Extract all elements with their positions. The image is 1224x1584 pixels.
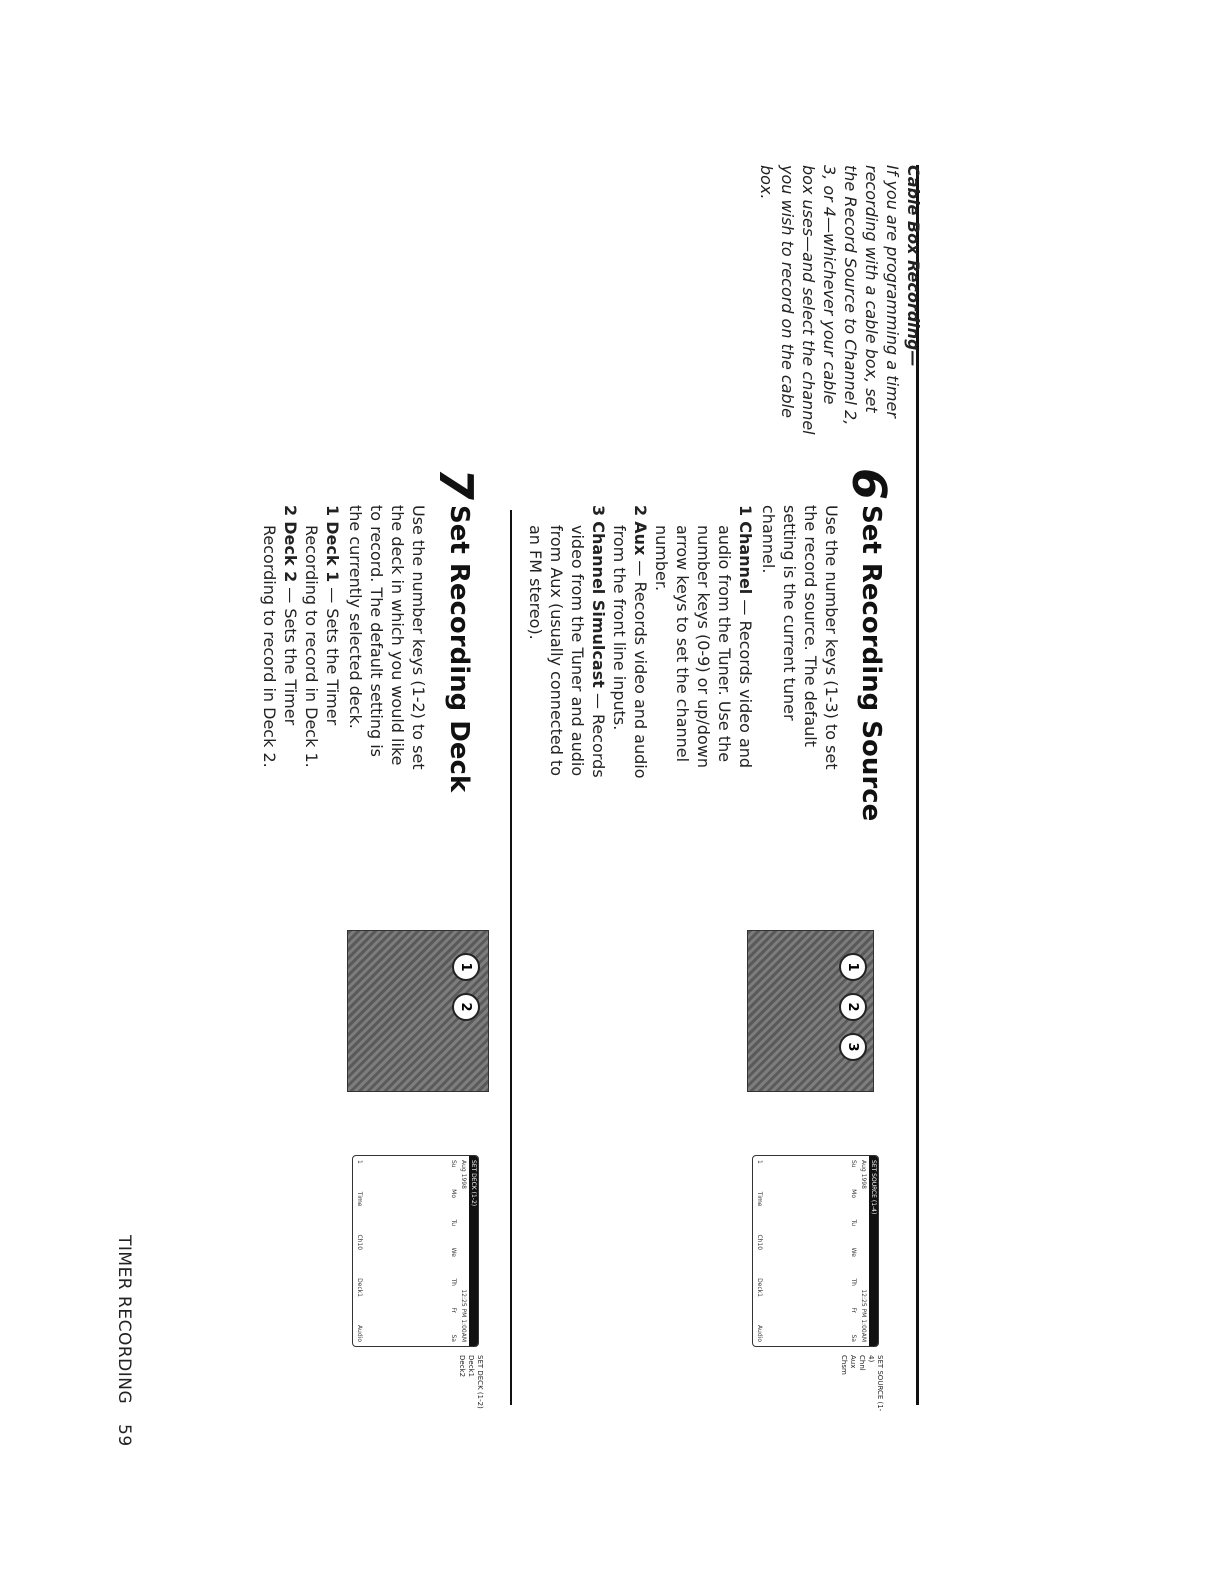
screen-status: Ch10 bbox=[756, 1234, 763, 1251]
step6-screen-time: 12:25 PM 1:00AM bbox=[860, 1289, 867, 1342]
footer-page-number: 59 bbox=[114, 1424, 134, 1447]
screen-day: Th bbox=[450, 1278, 457, 1286]
step7-remote-image bbox=[347, 930, 489, 1092]
screen-day: Fr bbox=[450, 1307, 457, 1313]
remote-key-2-icon: 2 bbox=[452, 993, 480, 1021]
step7-screen-time: 12:25 PM 1:00AM bbox=[460, 1289, 467, 1342]
screen-day: Th bbox=[850, 1278, 857, 1286]
menu-option: Chsm bbox=[840, 1355, 848, 1375]
screen-day: Fr bbox=[850, 1307, 857, 1313]
item-term: Deck 1 bbox=[323, 521, 342, 583]
step6-screen-image bbox=[752, 1155, 879, 1347]
sidebar-title: Cable Box Recording— bbox=[904, 165, 923, 367]
middle-rule bbox=[510, 510, 512, 1405]
step7-number: 7 bbox=[429, 468, 483, 501]
item-number: 1 bbox=[323, 505, 342, 517]
screen-status: Deck1 bbox=[756, 1278, 763, 1297]
list-item bbox=[651, 505, 756, 785]
step7-screen-bar: SET DECK (1-2) bbox=[469, 1156, 478, 1346]
screen-day: Sa bbox=[850, 1334, 857, 1342]
screen-status: Time bbox=[756, 1191, 763, 1207]
menu-option: SET DECK (1-2) bbox=[476, 1355, 484, 1409]
step7-intro: Use the number keys (1-2) to set the deck in which you would like to record. The default setting is the currently selected deck. bbox=[346, 505, 428, 770]
step7-screen-month: Aug 1998 bbox=[460, 1160, 467, 1189]
screen-day: Su bbox=[850, 1160, 857, 1168]
step7-title: Set Recording Deck bbox=[444, 505, 474, 793]
item-description: — Sets the Timer Recording to record in Deck 2. bbox=[260, 525, 300, 768]
item-term: Aux bbox=[631, 521, 650, 556]
item-term: Channel bbox=[736, 521, 755, 595]
screen-status: 1 bbox=[756, 1160, 763, 1164]
menu-option: SET SOURCE (1-4) bbox=[867, 1355, 884, 1412]
step6-screen-bar: SET SOURCE (1-4) bbox=[869, 1156, 878, 1346]
screen-day: Tu bbox=[450, 1219, 457, 1227]
step6-intro: Use the number keys (1-3) to set the record source. The default setting is the current tuner channel. bbox=[759, 505, 841, 770]
step6-remote-image bbox=[747, 930, 874, 1092]
menu-option: Deck2 bbox=[458, 1355, 466, 1378]
page-footer bbox=[114, 1235, 134, 1447]
step6-screen-month: Aug 1998 bbox=[860, 1160, 867, 1189]
screen-status: 1 bbox=[356, 1160, 363, 1164]
step7-list bbox=[259, 505, 343, 785]
item-number: 2 bbox=[631, 505, 650, 517]
step7-text bbox=[259, 505, 429, 785]
item-number: 2 bbox=[281, 505, 300, 517]
step7-screen-image bbox=[352, 1155, 479, 1347]
screen-status: Audio bbox=[356, 1324, 363, 1342]
menu-option: Chnl bbox=[858, 1355, 866, 1371]
list-item bbox=[609, 505, 651, 785]
step6-list bbox=[525, 505, 756, 785]
remote-key-1-icon: 1 bbox=[452, 953, 480, 981]
step6-screen-status bbox=[755, 1156, 764, 1346]
screen-day: We bbox=[450, 1247, 457, 1257]
sidebar-note bbox=[756, 165, 924, 435]
item-description: — Sets the Timer Recording to record in Deck 1. bbox=[302, 525, 342, 768]
item-term: Deck 2 bbox=[281, 521, 300, 583]
step7-screen-status bbox=[355, 1156, 364, 1346]
remote-key-3-icon: 3 bbox=[839, 1033, 867, 1061]
sidebar-body: If you are programming a timer recording with a cable box, set the Record Source to Channel 2, 3, or 4—whichever your cable box uses—and select the channel you wish to record on the cable box. bbox=[757, 165, 902, 435]
step6-title: Set Recording Source bbox=[856, 505, 886, 822]
step7-screen-menu bbox=[457, 1355, 484, 1415]
item-description: — Records video and audio from the front line inputs. bbox=[610, 525, 650, 779]
item-description: — Records video from the Tuner and audio from Aux (usually connected to an FM stereo). bbox=[526, 525, 608, 778]
list-item bbox=[525, 505, 609, 785]
item-number: 1 bbox=[736, 505, 755, 517]
screen-day: We bbox=[850, 1247, 857, 1257]
screen-status: Deck1 bbox=[356, 1278, 363, 1297]
item-term: Channel Simulcast bbox=[589, 521, 608, 688]
screen-status: Audio bbox=[756, 1324, 763, 1342]
step6-screen-days bbox=[849, 1156, 858, 1346]
remote-key-1-icon: 1 bbox=[839, 953, 867, 981]
footer-section: TIMER RECORDING bbox=[114, 1235, 134, 1405]
screen-day: Sa bbox=[450, 1334, 457, 1342]
list-item bbox=[259, 505, 301, 785]
item-number: 3 bbox=[589, 505, 608, 517]
screen-day: Tu bbox=[850, 1219, 857, 1227]
step6-screen-menu bbox=[839, 1355, 884, 1415]
screen-status: Time bbox=[356, 1191, 363, 1207]
screen-day: Mo bbox=[850, 1189, 857, 1199]
screen-status: Ch10 bbox=[356, 1234, 363, 1251]
step6-number: 6 bbox=[842, 468, 896, 501]
step6-text bbox=[525, 505, 842, 785]
list-item bbox=[301, 505, 343, 785]
screen-day: Mo bbox=[450, 1189, 457, 1199]
screen-day: Su bbox=[450, 1160, 457, 1168]
item-description: — Records video and audio from the Tuner. Use the number keys (0-9) or up/down arrow keys to set the channel number. bbox=[652, 525, 755, 769]
remote-key-2-icon: 2 bbox=[839, 993, 867, 1021]
step7-screen-days bbox=[449, 1156, 458, 1346]
menu-option: Aux bbox=[849, 1355, 857, 1369]
menu-option: Deck1 bbox=[467, 1355, 475, 1378]
